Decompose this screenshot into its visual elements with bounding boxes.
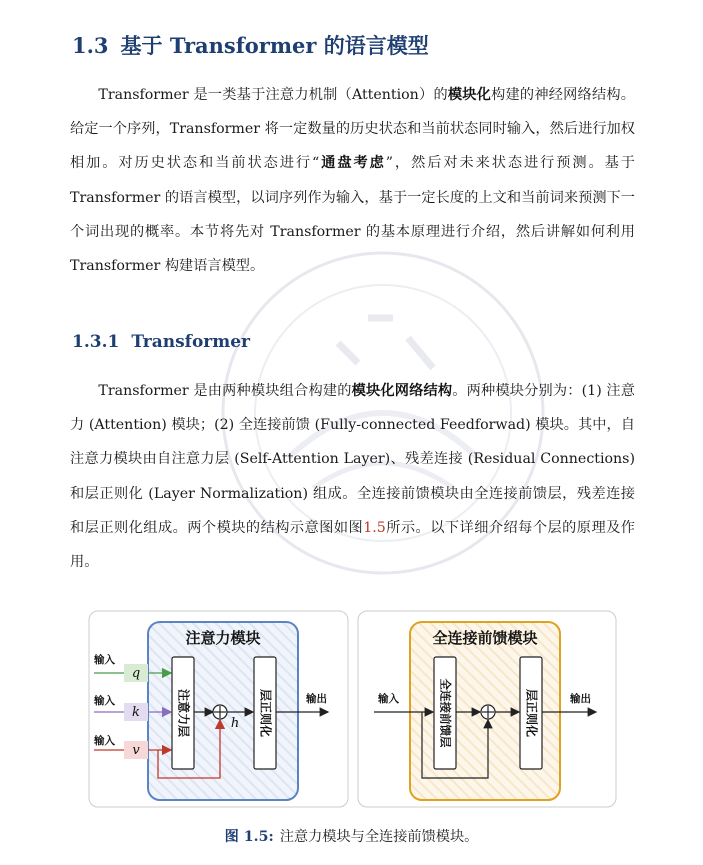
section-heading bbox=[72, 30, 429, 60]
figure-caption bbox=[0, 826, 703, 846]
ffn-layernorm-label: 层正则化 bbox=[524, 688, 539, 738]
intro-bold-1: 模块化 bbox=[447, 87, 492, 103]
ffn-module-title: 全连接前馈模块 bbox=[432, 629, 538, 647]
subsection-title: Transformer bbox=[131, 332, 251, 352]
section-number: 1.3 bbox=[72, 33, 109, 58]
caption-label: 图 1.5: bbox=[224, 829, 274, 845]
section-title: 基于 Transformer 的语言模型 bbox=[120, 33, 429, 58]
subsection-heading bbox=[72, 332, 250, 352]
h-symbol: h bbox=[230, 716, 240, 731]
attention-module-title: 注意力模块 bbox=[185, 629, 261, 647]
ffn-output-label: 输出 bbox=[570, 693, 591, 705]
body-text-1: Transformer 是由两种模块组合构建的 bbox=[98, 383, 352, 399]
figure-diagram bbox=[88, 610, 618, 810]
intro-text-1: Transformer 是一类基于注意力机制（Attention）的 bbox=[98, 87, 448, 103]
attn-output-label: 输出 bbox=[306, 693, 327, 705]
v-symbol: v bbox=[132, 743, 140, 758]
attn-layernorm-label: 层正则化 bbox=[258, 688, 273, 738]
figure-reference-link[interactable]: 1.5 bbox=[363, 519, 386, 536]
ffn-layer-label: 全连接前馈层 bbox=[438, 678, 453, 748]
body-text-3: 所示。以下详细介绍每个层的原理及作用。 bbox=[70, 519, 635, 571]
q-symbol: q bbox=[131, 666, 141, 681]
attn-input-q-label: 输入 bbox=[94, 654, 115, 666]
attention-layer-label: 注意力层 bbox=[176, 688, 191, 738]
caption-text: 注意力模块与全连接前馈模块。 bbox=[279, 829, 479, 845]
attn-input-k-label: 输入 bbox=[94, 695, 115, 707]
intro-text-3: ”，然后对未来状态进行预测。基于 Transformer 的语言模型，以词序列作为输入，基于一定长度的上文和当前词来预测下一个词出现的概率。本节将先对 Transformer 的基本原理进行介绍，然后讲解如何利用 Transformer 构建语言模型。 bbox=[70, 155, 635, 275]
attn-input-v-label: 输入 bbox=[94, 735, 115, 747]
subsection-number: 1.3.1 bbox=[72, 332, 120, 352]
intro-paragraph bbox=[70, 78, 635, 283]
body-paragraph bbox=[70, 374, 635, 579]
body-text-2: 。两种模块分别为：(1) 注意力 (Attention) 模块；(2) 全连接前馈 (Fully-connected Feedforwad) 模块。其中，自注意力模块由自注意力层 (Self-Attention Layer)、残差连接 (Residual Connections) 和层正则化 (Layer Normalization) 组成。全连接前馈模块由全连接前馈层，残差连接和层正则化组成。两个模块的结构示意图如图 bbox=[70, 383, 635, 536]
intro-bold-2: 通盘考虑 bbox=[319, 155, 386, 172]
body-bold-1: 模块化网络结构 bbox=[351, 383, 453, 399]
k-symbol: k bbox=[132, 705, 140, 720]
intro-text-2: 构建的神经网络结构。给定一个序列，Transformer 将一定数量的历史状态和当前状态同时输入，然后进行加权相加。对历史状态和当前状态进行“ bbox=[70, 87, 635, 172]
ffn-input-label: 输入 bbox=[378, 693, 399, 705]
